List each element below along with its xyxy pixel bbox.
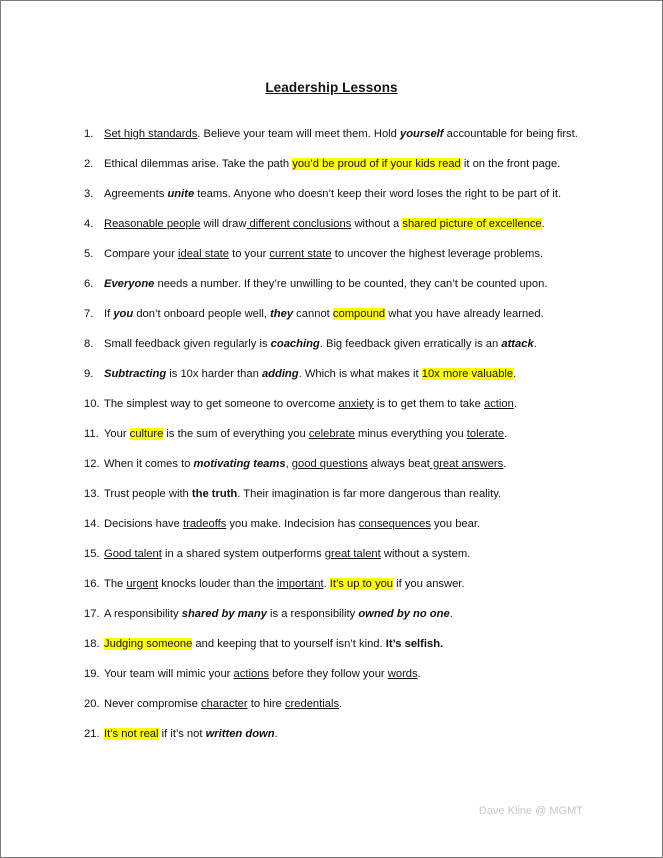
- lesson-text-segment: Never compromise: [104, 698, 201, 710]
- lesson-text-segment: .: [323, 578, 330, 590]
- highlighted-text: culture: [129, 428, 164, 440]
- lesson-text: [104, 187, 561, 217]
- lesson-text-segment: minus everything you: [354, 428, 467, 440]
- lesson-number: 11.: [84, 428, 99, 440]
- lesson-text: [104, 697, 342, 727]
- lesson-text-segment: Trust people with: [104, 488, 192, 500]
- lesson-text: [104, 457, 506, 487]
- lesson-item: [84, 187, 624, 217]
- lesson-item: [84, 457, 624, 487]
- lesson-text-segment: written down: [205, 728, 275, 740]
- lesson-text: [104, 547, 470, 577]
- lesson-text-segment: . Big feedback given erratically is an: [319, 338, 502, 350]
- lesson-text-segment: shared by many: [181, 608, 267, 620]
- lesson-text-segment: always beat: [367, 458, 430, 470]
- highlighted-text: 10x more valuable: [421, 368, 514, 380]
- lesson-text-segment: The simplest way to get someone to overcome: [104, 398, 339, 410]
- lesson-text-segment: Subtracting: [104, 368, 167, 380]
- lesson-text-segment: celebrate: [308, 428, 355, 440]
- lesson-text-segment: if you answer.: [393, 578, 465, 590]
- lesson-text: [104, 487, 501, 517]
- lesson-text: [104, 127, 578, 157]
- lesson-text-segment: anxiety: [338, 398, 374, 410]
- lesson-text-segment: good questions: [291, 458, 368, 470]
- lesson-text-segment: Your team will mimic your: [104, 668, 234, 680]
- lesson-text-segment: If: [104, 308, 114, 320]
- lesson-item: [84, 367, 624, 397]
- lesson-item: [84, 247, 624, 277]
- lesson-text: [104, 157, 560, 187]
- lesson-text-segment: . Believe your team will meet them. Hold: [197, 128, 400, 140]
- lesson-text: [104, 427, 507, 457]
- lesson-text-segment: .: [339, 698, 343, 710]
- highlighted-text: you’d be proud of if your kids read: [292, 158, 461, 170]
- lesson-text-segment: The: [104, 578, 127, 590]
- lesson-text-segment: if it’s not: [158, 728, 206, 740]
- lesson-number: 15.: [84, 548, 100, 560]
- lesson-number: 8.: [84, 338, 94, 350]
- lesson-number: 12.: [84, 458, 100, 470]
- lesson-text-segment: you: [113, 308, 134, 320]
- lesson-item: [84, 607, 624, 637]
- lesson-text-segment: is 10x harder than: [166, 368, 262, 380]
- lesson-text-segment: to hire: [247, 698, 285, 710]
- lesson-text-segment: adding: [261, 368, 299, 380]
- lesson-text-segment: you make. Indecision has: [226, 518, 359, 530]
- lesson-text-segment: ideal state: [178, 248, 229, 260]
- lesson-text-segment: consequences: [358, 518, 431, 530]
- lesson-item: [84, 487, 624, 517]
- lesson-number: 13.: [84, 488, 100, 500]
- lesson-text-segment: .: [449, 608, 453, 620]
- lesson-text-segment: actions: [233, 668, 269, 680]
- lesson-text-segment: will draw: [200, 218, 247, 230]
- lesson-number: 7.: [84, 308, 94, 320]
- lesson-item: [84, 337, 624, 367]
- lesson-text-segment: teams. Anyone who doesn’t keep their word loses the right to be part of it.: [194, 188, 562, 200]
- lesson-text-segment: Agreements: [104, 188, 168, 200]
- lesson-text-segment: .: [533, 338, 537, 350]
- lesson-text-segment: they: [270, 308, 294, 320]
- lesson-text-segment: don’t onboard people well,: [133, 308, 271, 320]
- lesson-text: [104, 727, 278, 757]
- lesson-text-segment: without a: [351, 218, 403, 230]
- lesson-text: [104, 307, 544, 337]
- lesson-number: 10.: [84, 398, 100, 410]
- lesson-text: [104, 637, 443, 667]
- lesson-text: [104, 397, 517, 427]
- lesson-text-segment: before they follow your: [268, 668, 388, 680]
- lesson-text-segment: owned by no one: [358, 608, 450, 620]
- lesson-text-segment: Good talent: [104, 548, 162, 560]
- lesson-text-segment: it on the front page.: [460, 158, 561, 170]
- lesson-text: [104, 607, 453, 637]
- lesson-number: 17.: [84, 608, 100, 620]
- lesson-text-segment: Reasonable people: [104, 218, 201, 230]
- lesson-text-segment: to your: [229, 248, 270, 260]
- lesson-number: 16.: [84, 578, 100, 590]
- lesson-text: [104, 517, 480, 547]
- lesson-text-segment: When it comes to: [104, 458, 194, 470]
- footer-credit: Dave Kline @ MGMT: [478, 805, 583, 817]
- lesson-text-segment: Everyone: [104, 278, 155, 290]
- lesson-text-segment: attack: [501, 338, 534, 350]
- page-title: Leadership Lessons: [265, 80, 398, 95]
- lesson-text-segment: Your: [104, 428, 130, 440]
- lesson-text-segment: .: [504, 428, 508, 440]
- lesson-item: [84, 517, 624, 547]
- lesson-text: [104, 277, 547, 307]
- lesson-item: [84, 637, 624, 667]
- lesson-text-segment: and keeping that to yourself isn’t kind.: [192, 638, 386, 650]
- lesson-text-segment: in a shared system outperforms: [161, 548, 325, 560]
- lessons-list: [84, 127, 624, 757]
- highlighted-text: It’s not real: [104, 728, 159, 740]
- lesson-text-segment: character: [200, 698, 248, 710]
- lesson-text-segment: Set high standards: [104, 128, 198, 140]
- lesson-item: [84, 547, 624, 577]
- lesson-text-segment: .: [503, 458, 507, 470]
- lesson-text-segment: credentials: [284, 698, 340, 710]
- lesson-text-segment: .: [541, 218, 545, 230]
- lesson-text-segment: . Which is what makes it: [298, 368, 422, 380]
- lesson-text-segment: words: [387, 668, 418, 680]
- lesson-text-segment: Small feedback given regularly is: [104, 338, 271, 350]
- lesson-text-segment: .: [274, 728, 278, 740]
- lesson-number: 6.: [84, 278, 94, 290]
- lesson-text-segment: motivating teams: [193, 458, 286, 470]
- lesson-text: [104, 217, 545, 247]
- lesson-text-segment: cannot: [293, 308, 333, 320]
- lesson-text-segment: current state: [269, 248, 332, 260]
- lesson-text-segment: Decisions have: [104, 518, 183, 530]
- lesson-number: 18.: [84, 638, 100, 650]
- highlighted-text: It’s up to you: [329, 578, 394, 590]
- lesson-text-segment: urgent: [126, 578, 159, 590]
- lesson-text-segment: is a responsibility: [266, 608, 359, 620]
- lesson-number: 1.: [84, 128, 94, 140]
- lesson-text-segment: coaching: [270, 338, 320, 350]
- lesson-number: 2.: [84, 158, 94, 170]
- lesson-item: [84, 697, 624, 727]
- lesson-text-segment: needs a number. If they’re unwilling to be counted, they can’t be counted upon.: [154, 278, 548, 290]
- lesson-text-segment: is the sum of everything you: [163, 428, 309, 440]
- highlighted-text: compound: [332, 308, 386, 320]
- lesson-text: [104, 667, 421, 697]
- lesson-text-segment: accountable for being first.: [443, 128, 578, 140]
- lesson-text-segment: tolerate: [466, 428, 505, 440]
- lesson-item: [84, 127, 624, 157]
- lesson-text: [104, 367, 516, 397]
- lesson-number: 5.: [84, 248, 94, 260]
- lesson-text-segment: action: [483, 398, 514, 410]
- lesson-text: [104, 337, 537, 367]
- lesson-text-segment: Ethical dilemmas arise. Take the path: [104, 158, 293, 170]
- lesson-text-segment: Compare your: [104, 248, 178, 260]
- lesson-number: 21.: [84, 728, 100, 740]
- highlighted-text: shared picture of excellence: [402, 218, 542, 230]
- lesson-text-segment: great talent: [324, 548, 381, 560]
- lesson-item: [84, 577, 624, 607]
- lesson-text-segment: A responsibility: [104, 608, 182, 620]
- highlighted-text: Judging someone: [104, 638, 193, 650]
- lesson-item: [84, 427, 624, 457]
- lesson-text-segment: important: [276, 578, 324, 590]
- lesson-text-segment: It’s selfish.: [385, 638, 444, 650]
- lesson-text: [104, 247, 543, 277]
- lesson-text: [104, 577, 465, 607]
- lesson-text-segment: .: [417, 668, 421, 680]
- lesson-text-segment: to uncover the highest leverage problems.: [331, 248, 544, 260]
- lesson-text-segment: .: [513, 368, 517, 380]
- lesson-text-segment: yourself: [400, 128, 444, 140]
- lesson-text-segment: . Their imagination is far more dangerous than reality.: [237, 488, 502, 500]
- lesson-number: 9.: [84, 368, 94, 380]
- lesson-text-segment: different conclusions: [246, 218, 352, 230]
- lesson-text-segment: .: [513, 398, 517, 410]
- lesson-number: 19.: [84, 668, 100, 680]
- lesson-text-segment: without a system.: [380, 548, 471, 560]
- lesson-item: [84, 397, 624, 427]
- lesson-item: [84, 277, 624, 307]
- lesson-text-segment: what you have already learned.: [385, 308, 544, 320]
- lesson-item: [84, 217, 624, 247]
- lesson-text-segment: the truth: [191, 488, 238, 500]
- lesson-number: 20.: [84, 698, 100, 710]
- lesson-text-segment: is to get them to take: [373, 398, 484, 410]
- lesson-text-segment: unite: [167, 188, 195, 200]
- lesson-text-segment: tradeoffs: [182, 518, 227, 530]
- lesson-text-segment: you bear.: [430, 518, 481, 530]
- lesson-text-segment: ,: [285, 458, 292, 470]
- lesson-number: 3.: [84, 188, 94, 200]
- lesson-item: [84, 727, 624, 757]
- lesson-item: [84, 307, 624, 337]
- lesson-item: [84, 157, 624, 187]
- lesson-number: 14.: [84, 518, 100, 530]
- lesson-item: [84, 667, 624, 697]
- lesson-text-segment: great answers: [429, 458, 504, 470]
- lesson-text-segment: knocks louder than the: [158, 578, 277, 590]
- lesson-number: 4.: [84, 218, 94, 230]
